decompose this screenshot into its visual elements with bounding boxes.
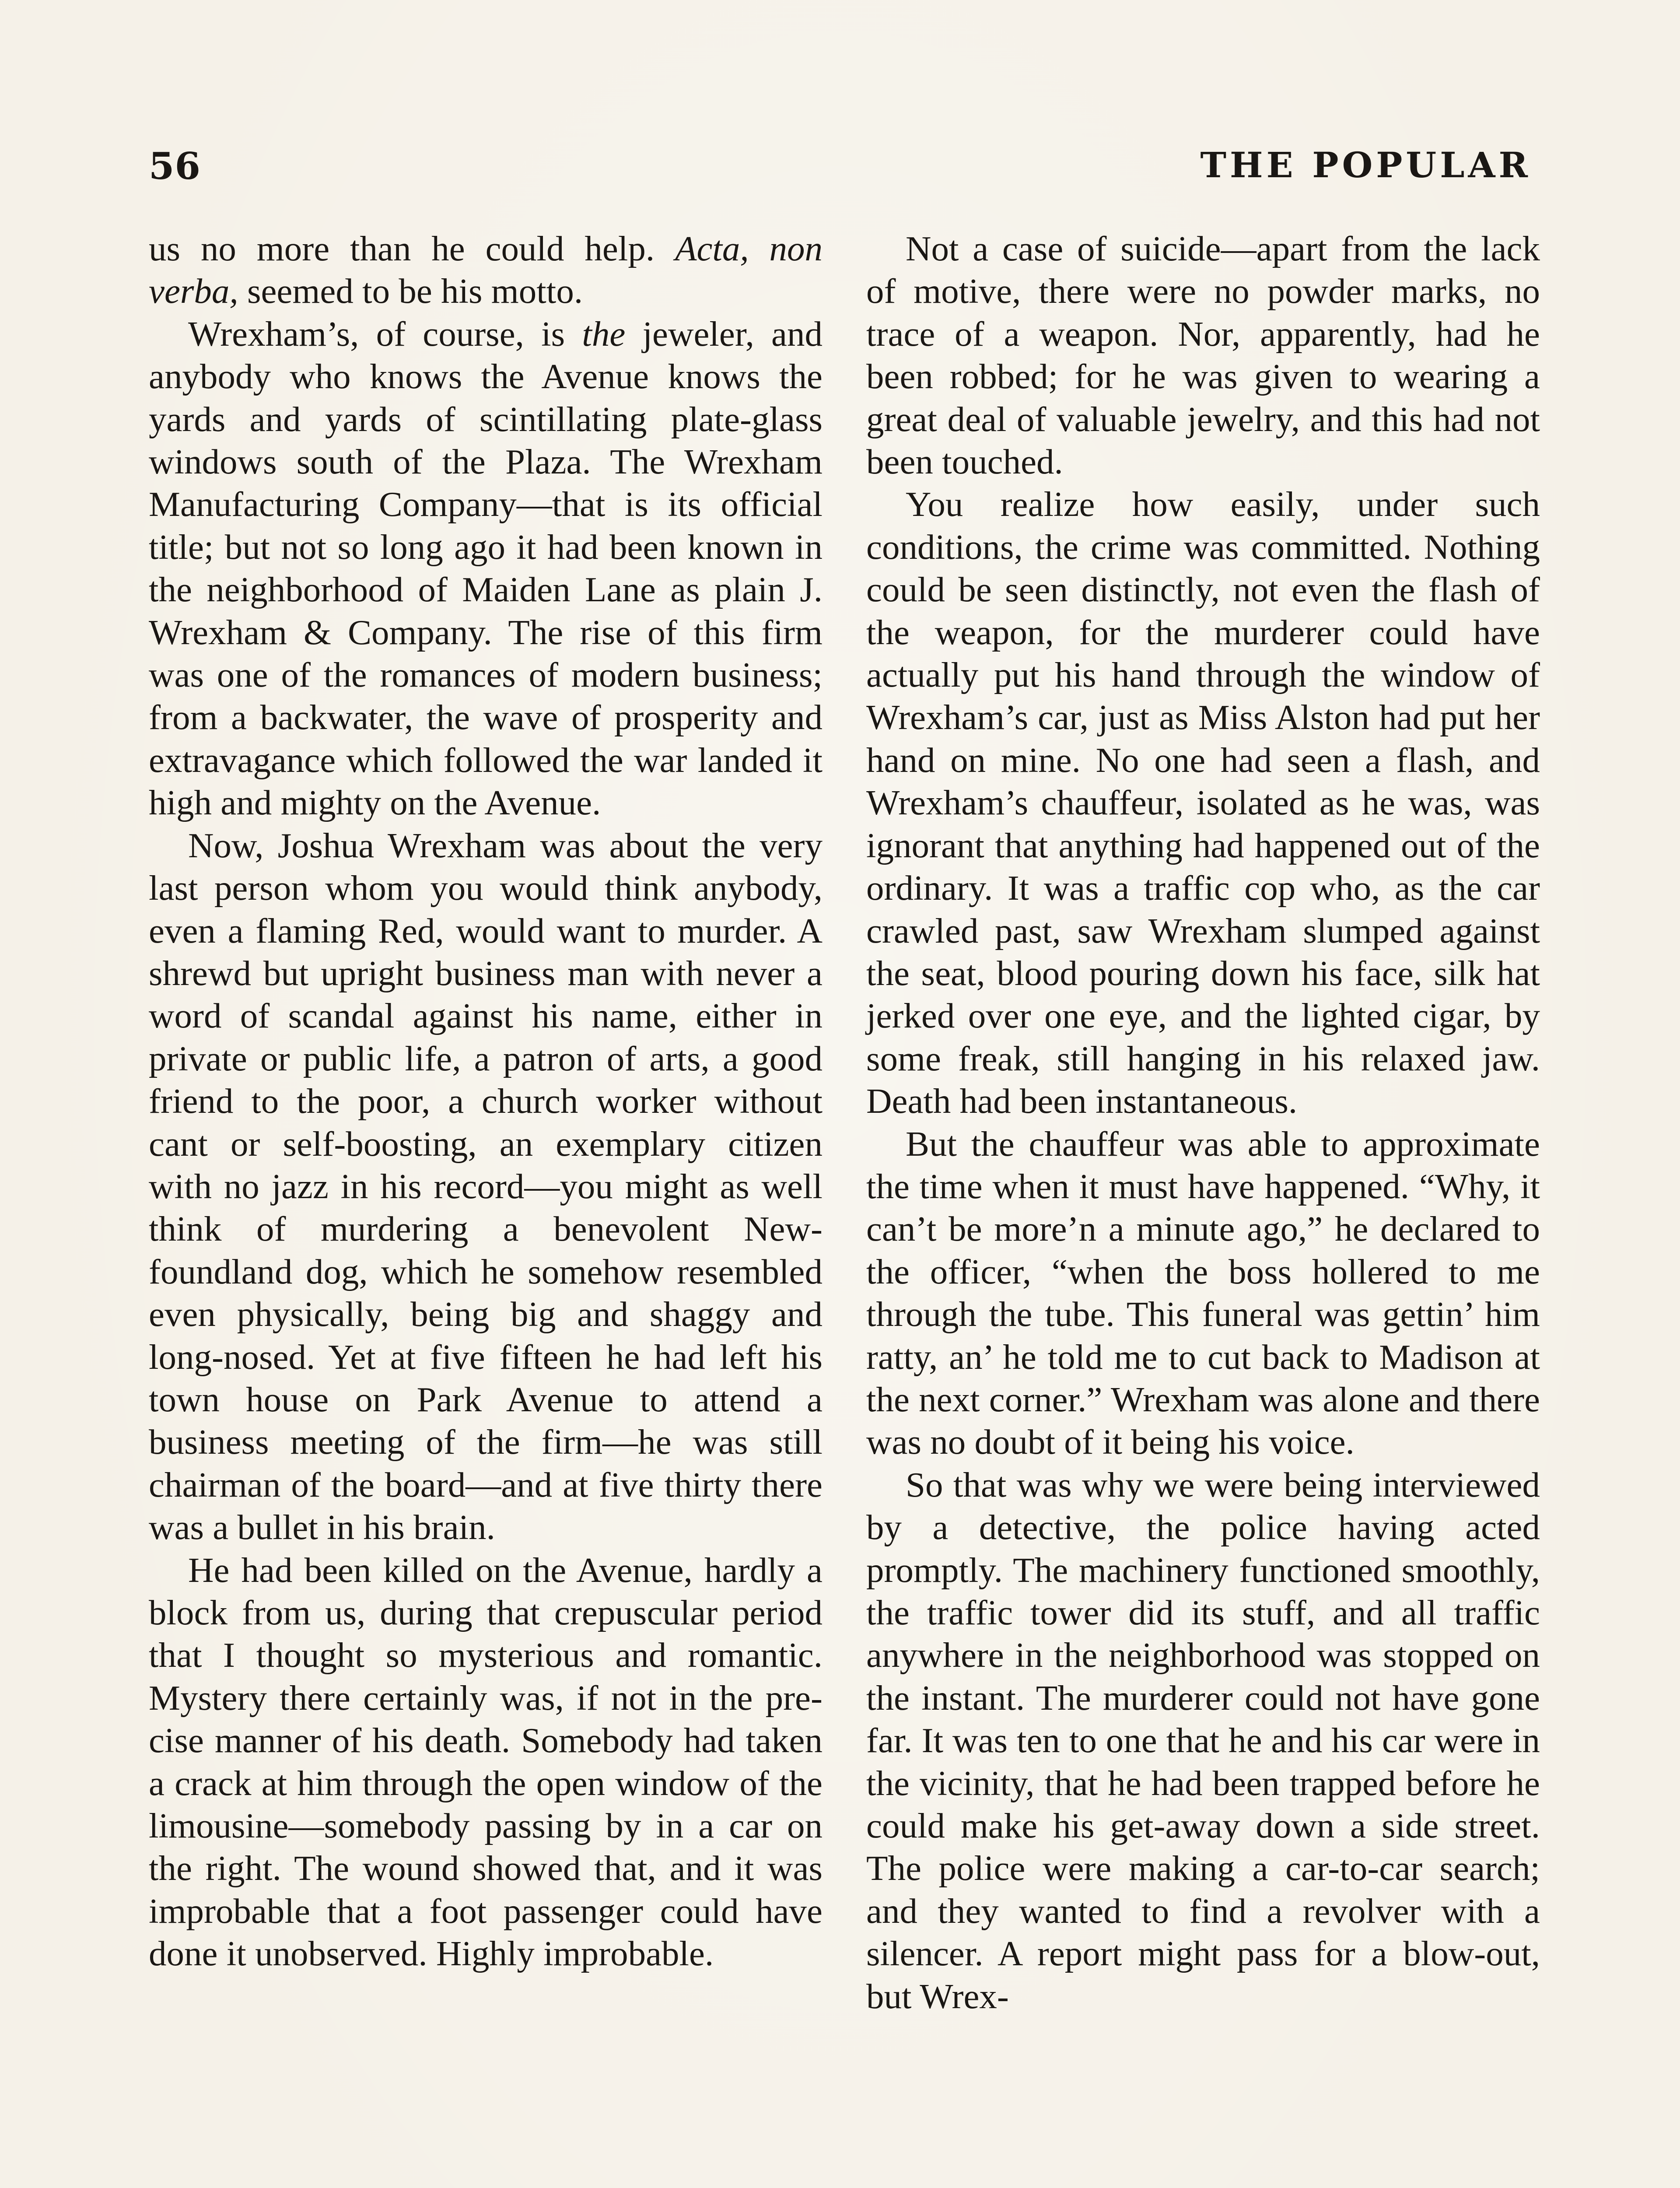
italic-word: the bbox=[582, 314, 626, 354]
paragraph: Now, Joshua Wrexham was about the very last person whom you would think anybody, even a flaming Red, would want to murder. A shrewd but upright business man with never a word of scandal against his name, either in private or public life, a patron of arts, a good friend to the poor, a church worker without cant or self-boosting, an exemplary citizen with no jazz in his record—you might as well think of murdering a benevolent Newfoundland dog, which he somehow resembled even physically, being big and shaggy and long-nosed. Yet at five fifteen he had left his town house on Park Avenue to attend a business meeting of the firm—he was still chairman of the board—and at five thirty there was a bullet in his brain. bbox=[149, 825, 822, 1547]
paragraph: You realize how easily, under such conditions, the crime was committed. Nothing could be seen distinctly, not even the flash of the weapon, for the murderer could have actually put his hand through the window of Wrexham’s car, just as Miss Alston had put her hand on mine. No one had seen a flash, and Wrexham’s chauffeur, isolated as he was, was ignorant that anything had happened out of the ordinary. It was a traffic cop who, as the car crawled past, saw Wrexham slumped against the seat, blood pouring down his face, silk hat jerked over one eye, and the lighted cigar, by some freak, still hanging in his relaxed jaw. Death had been instantaneous. bbox=[866, 484, 1540, 1121]
paragraph: us no more than he could help. Acta, non verba, seemed to be his motto. bbox=[149, 229, 823, 311]
right-column bbox=[866, 228, 1540, 2018]
paragraph: So that was why we were being interviewed by a detective, the police having acted promptly. The machinery functioned smoothly, the traffic tower did its stuff, and all traffic anywhere in the neighborhood was stopped on the instant. The murderer could not have gone far. It was ten to one that he and his car were in the vicinity, that he had been trapped before he could make his get-away down a side street. The police were making a car-to-car search; and they wanted to find a revolver with a silencer. A report might pass for a blow-out, but Wrex- bbox=[866, 1465, 1540, 2016]
left-column bbox=[149, 228, 822, 1975]
paragraph: Not a case of suicide—apart from the lack of motive, there were no powder marks, no trace of a weapon. Nor, apparently, had he been robbed; for he was given to wearing a great deal of valuable jewelry, and this had not been touched. bbox=[866, 229, 1540, 482]
paragraph: But the chauffeur was able to approximate the time when it must have happened. “Why, it can’t be more’n a minute ago,” he declared to the officer, “when the boss hollered to me through the tube. This funeral was gettin’ him ratty, an’ he told me to cut back to Madison at the next corner.” Wrexham was alone and there was no doubt of it being his voice. bbox=[866, 1124, 1540, 1462]
running-head: THE POPULAR bbox=[1200, 144, 1531, 186]
italic-phrase: Acta, non verba, bbox=[149, 229, 823, 311]
paragraph: He had been killed on the Avenue, hardly a block from us, during that crepuscular period that I thought so mysterious and romantic. Mystery there certainly was, if not in the precise manner of his death. Somebody had taken a crack at him through the open window of the limousine—somebody passing by in a car on the right. The wound showed that, and it was improbable that a foot passenger could have done it unobserved. Highly improbable. bbox=[149, 1550, 822, 1974]
paragraph: Wrexham’s, of course, is the jeweler, and anybody who knows the Avenue knows the yards and yards of scintillating plate-glass windows south of the Plaza. The Wrexham Manufacturing Company—that is its official title; but not so long ago it had been known in the neighborhood of Maiden Lane as plain J. Wrexham & Company. The rise of this firm was one of the romances of modern business; from a backwater, the wave of prosperity and extravagance which followed the war landed it high and mighty on the Avenue. bbox=[149, 314, 822, 823]
page-number: 56 bbox=[149, 144, 201, 188]
page-header bbox=[149, 144, 1531, 193]
